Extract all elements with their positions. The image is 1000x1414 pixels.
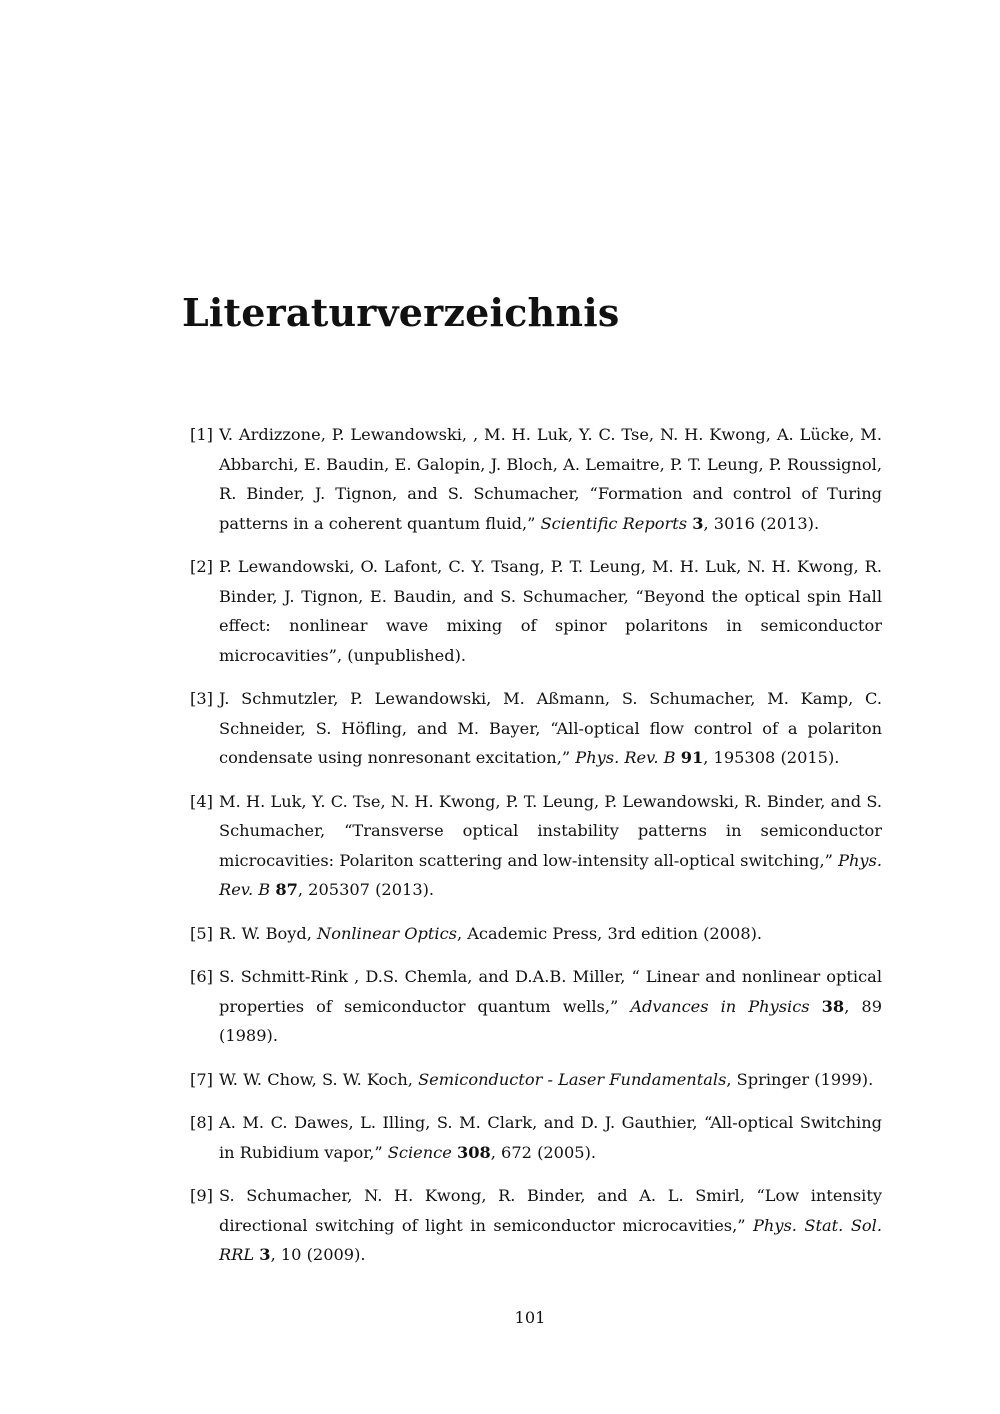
reference-journal: Phys. Stat. Sol. RRL	[219, 1215, 882, 1264]
reference-pages-year: , 10 (2009).	[270, 1245, 366, 1264]
reference-item	[182, 552, 882, 670]
reference-authors-title: S. Schmitt-Rink , D.S. Chemla, and D.A.B. Miller, “ Linear and nonlinear optical properties of semiconductor quantum wells,”	[219, 967, 882, 1016]
reference-authors-title: M. H. Luk, Y. C. Tse, N. H. Kwong, P. T. Leung, P. Lewandowski, R. Binder, and S. Schumacher, “Transverse optical instability patterns in semiconductor microcavities: Polariton scattering and low-intensity all-optical switching,”	[219, 791, 882, 870]
reference-authors-title: V. Ardizzone, P. Lewandowski, , M. H. Luk, Y. C. Tse, N. H. Kwong, A. Lücke, M. Abbarchi, E. Baudin, E. Galopin, J. Bloch, A. Lemaitre, P. T. Leung, P. Roussignol, R. Binder, J. Tignon, and S. Schumacher, “Formation and control of Turing patterns in a coherent quantum fluid,”	[219, 425, 882, 533]
reference-publisher: , Academic Press, 3rd edition (2008).	[456, 923, 763, 943]
reference-list	[182, 420, 882, 1284]
reference-number: [7]	[190, 1069, 213, 1089]
reference-volume: 3	[259, 1245, 271, 1264]
reference-number: [6]	[190, 967, 213, 986]
page-number: 101	[514, 1308, 546, 1327]
reference-journal: Science	[387, 1142, 452, 1162]
reference-item	[182, 787, 882, 905]
reference-item	[182, 919, 882, 949]
reference-number: [8]	[190, 1113, 213, 1132]
reference-number: [1]	[190, 425, 213, 444]
reference-pages-year: , 195308 (2015).	[703, 748, 840, 767]
reference-publisher: , Springer (1999).	[726, 1069, 874, 1089]
reference-book-title: Semiconductor - Laser Fundamentals	[418, 1069, 727, 1089]
reference-authors-title: S. Schumacher, N. H. Kwong, R. Binder, and A. L. Smirl, “Low intensity directional switching of light in semiconductor microcavities,”	[219, 1186, 882, 1235]
reference-item	[182, 1065, 882, 1095]
reference-authors-title: J. Schmutzler, P. Lewandowski, M. Aßmann, S. Schumacher, M. Kamp, C. Schneider, S. Höfling, and M. Bayer, “All-optical flow control of a polariton condensate using nonresonant excitation,”	[219, 689, 882, 767]
reference-number: [2]	[190, 557, 213, 576]
reference-pages-year: , 89 (1989).	[219, 996, 882, 1045]
page-title: Literaturverzeichnis	[182, 290, 620, 335]
reference-journal: Phys. Rev. B	[219, 850, 882, 899]
reference-authors: W. W. Chow, S. W. Koch,	[219, 1069, 419, 1089]
reference-journal: Scientific Reports	[540, 513, 688, 533]
reference-volume: 91	[680, 748, 704, 767]
reference-volume: 308	[456, 1142, 491, 1162]
reference-item	[182, 1108, 882, 1167]
reference-pages-year: , 672 (2005).	[490, 1142, 597, 1162]
reference-authors: R. W. Boyd,	[219, 923, 318, 943]
reference-journal: Advances in Physics	[630, 996, 810, 1016]
reference-item	[182, 1181, 882, 1270]
reference-item	[182, 684, 882, 773]
reference-pages-year: , 205307 (2013).	[297, 880, 435, 899]
reference-number: [5]	[190, 923, 213, 943]
reference-volume: 38	[821, 996, 845, 1016]
reference-number: [3]	[190, 689, 213, 708]
reference-item	[182, 962, 882, 1051]
reference-text: P. Lewandowski, O. Lafont, C. Y. Tsang, P. T. Leung, M. H. Luk, N. H. Kwong, R. Binder, J. Tignon, E. Baudin, and S. Schumacher, “Beyond the optical spin Hall effect: nonlinear wave mixing of spinor polaritons in semiconductor microcavities”, (unpublished).	[219, 557, 882, 665]
reference-authors-title: A. M. C. Dawes, L. Illing, S. M. Clark, and D. J. Gauthier, “All-optical Switching in Rubidium vapor,”	[219, 1113, 882, 1162]
reference-pages-year: , 3016 (2013).	[703, 513, 820, 533]
reference-volume: 3	[692, 513, 704, 533]
reference-book-title: Nonlinear Optics	[317, 923, 457, 943]
reference-journal: Phys. Rev. B	[575, 748, 676, 767]
reference-item	[182, 420, 882, 538]
reference-volume: 87	[275, 880, 298, 899]
reference-number: [4]	[190, 791, 213, 811]
reference-number: [9]	[190, 1186, 213, 1205]
